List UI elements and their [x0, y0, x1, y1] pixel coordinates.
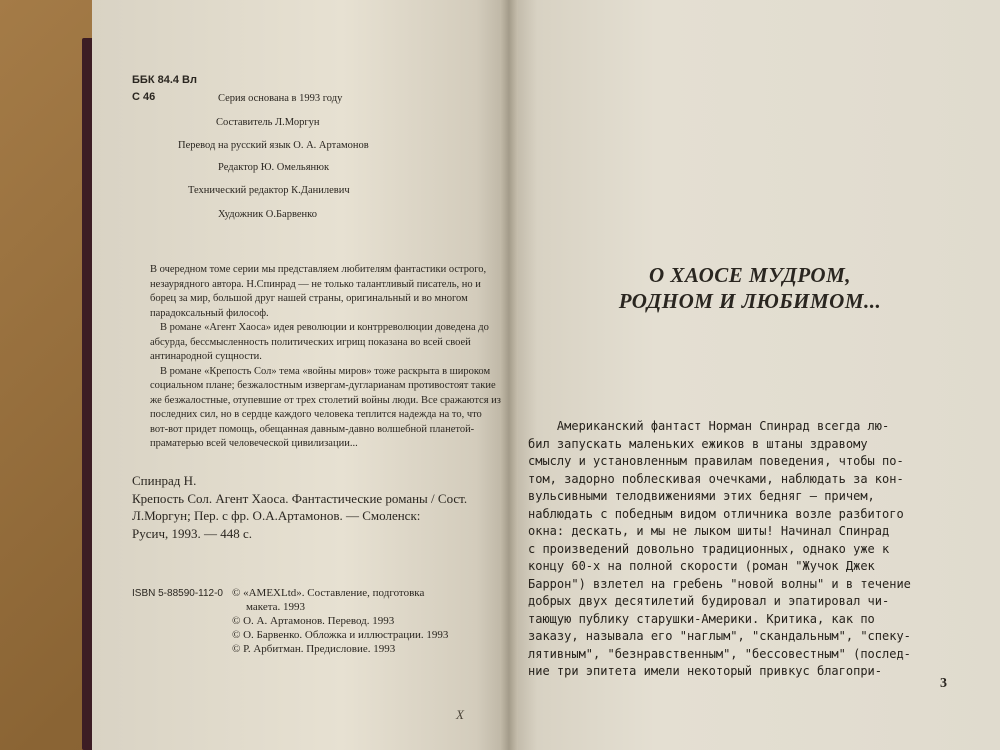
- title-line: РОДНОМ И ЛЮБИМОМ...: [618, 289, 882, 313]
- copyright-line: © О. Барвенко. Обложка и иллюстрации. 1993: [232, 629, 449, 641]
- annotation-line: последних сил, но в сердце каждого человека теплится надежда на то, что: [150, 409, 482, 420]
- body-text: [528, 418, 950, 681]
- reference-line: Русич, 1993. — 448 с.: [132, 525, 253, 541]
- annotation-line: абсурда, бессмысленность политических игрищ показана во всей своей: [150, 336, 471, 348]
- reference-author: Спинрад Н.: [132, 473, 197, 488]
- annotation-line: незаурядного автора. Н.Спинрад — не только талантливый писатель, но и: [150, 278, 481, 290]
- copyrights: [232, 586, 448, 656]
- handwritten-mark: Х: [456, 707, 464, 722]
- title-line: О ХАОСЕ МУДРОМ,: [649, 263, 851, 287]
- annotation: [150, 263, 501, 452]
- body-line: заказу, называла его "наглым", "скандальным", "спеку-: [528, 629, 911, 643]
- body-line: Баррон") взлетел на гребень "новой волны" и в течение: [528, 576, 911, 591]
- annotation-line: антинародной сущности.: [150, 351, 262, 362]
- body-line: с произведений довольно традиционных, однако уже к: [528, 541, 890, 556]
- annotation-line: же безжалостные, отупевшие от трех столетий войны люди. Все сражаются из: [150, 394, 501, 406]
- body-line: ние три эпитета имели некоторый привкус благопри-: [528, 664, 883, 678]
- copyright-line: © Р. Арбитман. Предисловие. 1993: [232, 643, 396, 655]
- annotation-line: В романе «Агент Хаоса» идея революции и контрреволюции доведена до: [160, 322, 489, 333]
- reference-line: Крепость Сол. Агент Хаоса. Фантастические романы / Сост.: [132, 490, 468, 506]
- page-number: 3: [940, 676, 947, 691]
- credit-translator: Перевод на русский язык О. А. Артамонов: [178, 140, 369, 151]
- isbn: ISBN 5-88590-112-0: [132, 588, 223, 599]
- credit-artist: Художник О.Барвенко: [218, 209, 317, 220]
- bbk-code: ББК 84.4 Вл: [132, 74, 197, 86]
- credit-editor: Редактор Ю. Омельянюк: [218, 162, 330, 173]
- body-line: окна: дескать, и мы не лыком шиты! Начинал Спинрад: [528, 524, 890, 538]
- copyright-line: © «AMEXLtd». Составление, подготовка: [232, 587, 425, 599]
- book-gutter: [500, 0, 518, 750]
- chapter-title: [600, 262, 900, 314]
- body-line: Американский фантаст Норман Спинрад всегда лю-: [528, 419, 890, 433]
- annotation-line: В романе «Крепость Сол» тема «войны миров» тоже раскрыта в широком: [160, 365, 491, 377]
- body-line: концу 60-х на полной скорости (роман "Жучок Джек: [528, 559, 875, 573]
- copyright-line: © О. А. Артамонов. Перевод. 1993: [232, 615, 395, 627]
- reference-line: Л.Моргун; Пер. с фр. О.А.Артамонов. — Смоленск:: [132, 508, 421, 523]
- body-line: наблюдать с победным видом отличника возле разбитого: [528, 506, 904, 521]
- annotation-line: вот-вот придет помощь, обещанная давным-давно волшебной планетой-: [150, 423, 475, 435]
- copyright-line: макета. 1993: [246, 601, 306, 613]
- annotation-line: праматерью всей человеческой цивилизации...: [150, 438, 358, 449]
- annotation-line: парадоксальный философ.: [150, 307, 269, 319]
- annotation-line: В очередном томе серии мы представляем любителям фантастики острого,: [150, 264, 487, 275]
- author-mark-code: С 46: [132, 91, 156, 103]
- body-line: бил запускать маленьких ежиков в штаны здравому: [528, 436, 868, 451]
- body-line: смыслу и установленным правилам поведения, чтобы по-: [528, 454, 904, 468]
- credit-tech-editor: Технический редактор К.Данилевич: [188, 185, 350, 196]
- body-line: тающую публику старушки-Америки. Критика, как по: [528, 611, 875, 626]
- credit-compiler: Составитель Л.Моргун: [216, 117, 320, 128]
- body-line: том, задорно поблескивая очечками, наблюдать за кон-: [528, 471, 904, 486]
- body-line: лятивным", "безнравственным", "бессовестным" (послед-: [528, 646, 911, 661]
- credit-series: Серия основана в 1993 году: [218, 93, 343, 104]
- annotation-line: борец за мир, большой друг нашей страны, оригинальный и во многом: [150, 293, 468, 304]
- bibliographic-reference: [132, 472, 467, 542]
- annotation-line: социальном плане; безжалостным извергам-дугларианам противостоят такие: [150, 380, 496, 391]
- body-line: добрых двух десятилетий будировал и эпатировал чи-: [528, 594, 890, 608]
- body-line: вульсивными телодвижениями этих бедняг — причем,: [528, 489, 875, 503]
